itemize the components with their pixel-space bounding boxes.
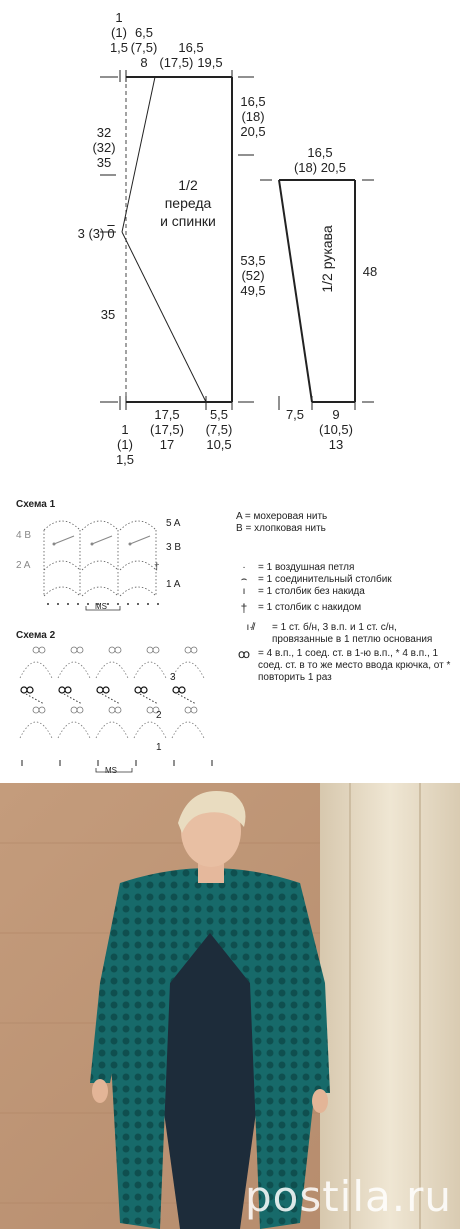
schema2-label-2: 2 xyxy=(156,710,162,721)
schema1-repeat-label: MS xyxy=(95,602,107,611)
legend-yarn-b: B = хлопковая нить xyxy=(236,523,326,534)
legend-item-dc: † = 1 столбик с накидом xyxy=(236,602,456,614)
svg-text:†: † xyxy=(154,562,160,573)
stitch-group-icon: ı·̸/ xyxy=(246,622,256,633)
schema1-label-1a: 1 A xyxy=(166,579,181,590)
legend-item-group: ı·̸/ = 1 ст. б/н, 3 в.п. и 1 ст. с/н, провязанные в 1 петлю основания xyxy=(236,622,456,646)
single-crochet-icon: ı xyxy=(242,586,246,597)
right-dim-upper: 16,5 (18) 20,5 xyxy=(240,94,266,139)
model-photo xyxy=(0,783,460,1229)
sleeve-label: 1/2 рукава xyxy=(319,225,335,293)
bottom-dim-mid: 17,5 (17,5) 17 xyxy=(150,407,184,452)
double-crochet-icon: † xyxy=(240,601,248,615)
bottom-dim-left: 1 (1) 1,5 xyxy=(115,422,135,467)
schema1-label-5a: 5 A xyxy=(166,518,181,529)
schema2-repeat-label: MS xyxy=(105,766,117,775)
schema1-label-2a: 2 A xyxy=(16,560,31,571)
legend xyxy=(236,511,456,684)
sleeve-bottom-left-dim: 7,5 xyxy=(285,407,305,422)
schema1-chart xyxy=(14,510,214,615)
schema2-label-1: 1 xyxy=(156,742,162,753)
watermark: postila.ru xyxy=(244,1172,452,1221)
pattern-lines xyxy=(0,0,460,470)
sleeve-height-dim: 48 xyxy=(362,264,378,279)
schema2-diagram xyxy=(14,642,224,777)
sleeve-bottom-right-dim: 9 (10,5) 13 xyxy=(319,407,353,452)
top-dim-shoulder: 16,5 (17,5) 19,5 xyxy=(159,40,223,70)
legend-item-sc: ı = 1 столбик без накида xyxy=(236,586,456,598)
schema1-label-4b: 4 B xyxy=(16,530,32,541)
schema1-title: Схема 1 xyxy=(16,499,56,510)
chain-symbol-icon: · xyxy=(242,562,246,573)
picot-icon: ꝏ xyxy=(237,647,251,661)
right-dim-lower: 53,5 (52) 49,5 xyxy=(240,253,266,298)
legend-item-picot: ꝏ = 4 в.п., 1 соед. ст. в 1-ю в.п., * 4 в.п., 1 соед. ст. в то же место ввода крючка, от * повторить 1 раз xyxy=(237,647,451,683)
bottom-dim-right: 5,5 (7,5) 10,5 xyxy=(205,407,233,452)
slip-stitch-icon: ⌢ xyxy=(240,574,248,585)
top-dim-neck: 6,5 (7,5) 8 xyxy=(130,25,158,70)
sleeve-top-dim: 16,5 (18) 20,5 xyxy=(293,145,347,175)
left-dim-lower: 35 xyxy=(100,307,116,322)
legend-item-chain: · = 1 воздушная петля xyxy=(236,562,456,574)
schema2-chart xyxy=(14,642,224,777)
schema2-title: Схема 2 xyxy=(16,630,56,641)
left-dim-mid-zero: 0 xyxy=(107,226,115,241)
left-dim-upper: 32 (32) 35 xyxy=(92,125,116,170)
schema2-label-3: 3 xyxy=(170,672,176,683)
legend-item-slip: ⌢ = 1 соединительный столбик xyxy=(236,574,456,586)
schema1-label-3b: 3 B xyxy=(166,542,182,553)
top-dim-left-col: 1 (1) 1,5 xyxy=(109,10,129,55)
schema1-diagram xyxy=(14,510,214,615)
body-center-label: 1/2 переда и спинки xyxy=(160,177,216,229)
legend-yarn-a: A = мохеровая нить xyxy=(236,511,328,522)
body-pattern xyxy=(0,0,460,470)
photo-illustration xyxy=(0,783,460,1229)
left-dim-mid: 3 (3) xyxy=(77,226,105,241)
